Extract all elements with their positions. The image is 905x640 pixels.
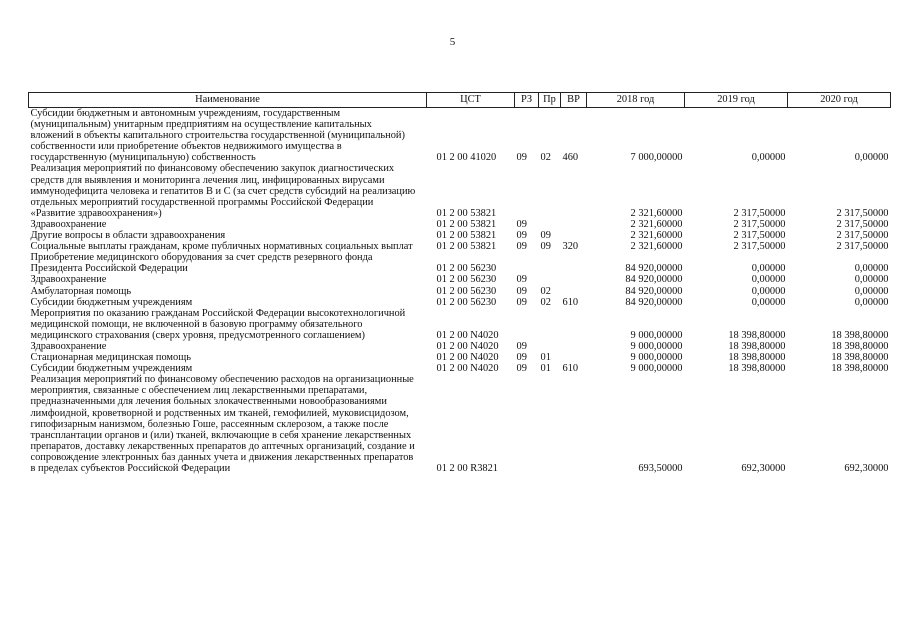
header-name: Наименование <box>29 93 427 108</box>
row-value-2018: 2 321,60000 <box>630 241 683 253</box>
row-rz <box>515 252 539 274</box>
table-row <box>29 252 891 274</box>
row-value-2019: 2 317,50000 <box>733 230 786 242</box>
row-cst: 01 2 00 56230 <box>436 296 497 308</box>
row-value-2018: 7 000,00000 <box>630 152 683 164</box>
row-vr <box>561 230 587 241</box>
table-body <box>29 108 891 475</box>
table-row <box>29 219 891 230</box>
row-name: Амбулаторная помощь <box>30 285 132 297</box>
row-value-2020: 2 317,50000 <box>836 230 889 242</box>
row-name: Социальные выплаты гражданам, кроме публичных нормативных социальных выплат <box>30 241 413 253</box>
row-value-2020: 692,30000 <box>844 463 889 474</box>
row-name: Приобретение медицинского оборудования за счет средств резервного фонда Президента Российской Федерации <box>30 252 373 275</box>
row-pr <box>539 219 561 230</box>
table-row <box>29 363 891 374</box>
row-value-2019: 2 317,50000 <box>733 218 786 230</box>
row-value-2019: 18 398,80000 <box>728 363 786 375</box>
row-pr: 02 <box>540 152 551 164</box>
header-2020: 2020 год <box>788 93 891 108</box>
row-cst: 01 2 00 N4020 <box>436 352 499 364</box>
row-name: Здравоохранение <box>30 218 107 230</box>
row-cst: 01 2 00 53821 <box>436 207 497 219</box>
row-vr <box>561 219 587 230</box>
row-value-2019: 0,00000 <box>751 274 786 286</box>
row-rz: 09 <box>516 340 527 352</box>
row-pr <box>539 374 561 474</box>
row-value-2018: 2 321,60000 <box>630 230 683 242</box>
row-name: Другие вопросы в области здравоохранения <box>30 230 226 242</box>
row-pr: 01 <box>540 352 551 364</box>
row-value-2018: 84 920,00000 <box>625 274 683 286</box>
row-value-2020: 18 398,80000 <box>831 352 889 364</box>
row-vr: 610 <box>562 296 579 308</box>
row-pr <box>539 252 561 274</box>
header-pr: Пр <box>539 93 561 108</box>
row-value-2019: 0,00000 <box>751 285 786 297</box>
row-rz: 09 <box>516 241 527 253</box>
header-vr: ВР <box>561 93 587 108</box>
row-vr: 320 <box>562 241 579 253</box>
row-value-2018: 9 000,00000 <box>630 352 683 364</box>
row-value-2019: 0,00000 <box>751 296 786 308</box>
row-pr: 09 <box>540 230 551 242</box>
row-value-2019: 0,00000 <box>751 152 786 164</box>
table-row <box>29 286 891 297</box>
row-pr <box>539 308 561 341</box>
row-value-2018: 693,50000 <box>638 463 683 474</box>
row-value-2020: 0,00000 <box>854 274 889 286</box>
table-row <box>29 241 891 252</box>
row-vr <box>561 374 587 474</box>
row-vr: 610 <box>562 363 579 375</box>
row-name: Стационарная медицинская помощь <box>30 352 191 364</box>
row-pr: 02 <box>540 285 551 297</box>
row-name: Мероприятия по оказанию гражданам Российской Федерации высокотехнологичной медицинской помощи, не включенной в базовую программу обязательного медицинского страхования (сверх уровня, предусмотренного соглашением) <box>30 307 406 341</box>
row-pr <box>539 341 561 352</box>
row-value-2020: 0,00000 <box>854 152 889 164</box>
row-pr: 02 <box>540 296 551 308</box>
row-value-2018: 2 321,60000 <box>630 207 683 219</box>
header-2019: 2019 год <box>685 93 788 108</box>
row-rz: 09 <box>516 363 527 375</box>
table-header-row <box>29 93 891 108</box>
row-name: Здравоохранение <box>30 274 107 286</box>
row-value-2020: 0,00000 <box>854 263 889 275</box>
row-pr: 01 <box>540 363 551 375</box>
row-value-2018: 2 321,60000 <box>630 218 683 230</box>
table-row <box>29 108 891 164</box>
row-cst: 01 2 00 N4020 <box>436 363 499 375</box>
header-rz: РЗ <box>515 93 539 108</box>
row-value-2018: 9 000,00000 <box>630 329 683 341</box>
header-cst: ЦСТ <box>427 93 515 108</box>
row-value-2019: 18 398,80000 <box>728 340 786 352</box>
row-value-2018: 84 920,00000 <box>625 285 683 297</box>
row-cst: 01 2 00 53821 <box>436 218 497 230</box>
row-value-2020: 2 317,50000 <box>836 218 889 230</box>
row-value-2020: 2 317,50000 <box>836 241 889 253</box>
row-rz: 09 <box>516 274 527 286</box>
row-rz: 09 <box>516 296 527 308</box>
row-rz <box>515 308 539 341</box>
row-vr <box>561 308 587 341</box>
row-cst: 01 2 00 56230 <box>436 263 497 275</box>
row-cst: 01 2 00 N4020 <box>436 329 499 341</box>
row-vr: 460 <box>562 152 579 164</box>
row-rz: 09 <box>516 230 527 242</box>
header-2018: 2018 год <box>587 93 685 108</box>
row-value-2020: 0,00000 <box>854 285 889 297</box>
table-row <box>29 308 891 341</box>
row-value-2019: 2 317,50000 <box>733 207 786 219</box>
row-value-2020: 0,00000 <box>854 296 889 308</box>
row-vr <box>561 274 587 285</box>
row-pr <box>539 163 561 218</box>
row-value-2019: 18 398,80000 <box>728 329 786 341</box>
row-vr <box>561 286 587 297</box>
row-cst: 01 2 00 N4020 <box>436 340 499 352</box>
table-row <box>29 163 891 218</box>
row-name: Реализация мероприятий по финансовому обеспечению расходов на организационные мероприятия, связанные с обеспечением лиц лекарственными препаратами, предназначенными для лечения больных злокачественными новообразованиями лимфоидной, кроветворной и родственных им тканей, гемофилией, муковисцидозом, гипофизарным нанизмом, болезнью Гоше, рассеянным склерозом, а также после трансплантации органов и (или) тканей, включающие в себя хранение лекарственных препаратов, доставку лекарственных препаратов до аптечных организаций, создание и сопровождение электронных баз данных учета и движения лекарственных препаратов в пределах субъектов Российской Федерации <box>30 374 415 474</box>
row-value-2018: 84 920,00000 <box>625 296 683 308</box>
row-value-2020: 18 398,80000 <box>831 363 889 375</box>
row-cst: 01 2 00 56230 <box>436 274 497 286</box>
row-rz <box>515 374 539 474</box>
row-value-2018: 9 000,00000 <box>630 363 683 375</box>
row-value-2019: 0,00000 <box>751 263 786 275</box>
row-value-2018: 9 000,00000 <box>630 340 683 352</box>
row-name: Субсидии бюджетным и автономным учреждениям, государственным (муниципальным) унитарным предприятиям на осуществление капитальных вложений в объекты капитального строительства государственной (муниципальной) собственности или приобретение объектов недвижимого имущества в государственную (муниципальную) собственность <box>30 108 405 164</box>
row-value-2020: 18 398,80000 <box>831 329 889 341</box>
row-vr <box>561 341 587 352</box>
row-rz: 09 <box>516 152 527 164</box>
row-rz: 09 <box>516 285 527 297</box>
row-value-2019: 692,30000 <box>741 463 786 474</box>
row-vr <box>561 252 587 274</box>
row-value-2019: 2 317,50000 <box>733 241 786 253</box>
row-rz: 09 <box>516 352 527 364</box>
row-cst: 01 2 00 53821 <box>436 241 497 253</box>
row-cst: 01 2 00 R3821 <box>436 463 498 474</box>
row-cst: 01 2 00 41020 <box>436 152 497 164</box>
table-row <box>29 341 891 352</box>
row-value-2018: 84 920,00000 <box>625 263 683 275</box>
page-number: 5 <box>449 36 456 48</box>
row-value-2019: 18 398,80000 <box>728 352 786 364</box>
row-rz <box>515 163 539 218</box>
table-row <box>29 352 891 363</box>
row-cst: 01 2 00 53821 <box>436 230 497 242</box>
row-rz: 09 <box>516 218 527 230</box>
row-vr <box>561 163 587 218</box>
row-vr <box>561 352 587 363</box>
row-name: Здравоохранение <box>30 340 107 352</box>
row-value-2020: 18 398,80000 <box>831 340 889 352</box>
table-row <box>29 374 891 474</box>
table-row <box>29 230 891 241</box>
row-name: Реализация мероприятий по финансовому обеспечению закупок диагностических средств для выявления и мониторинга лечения лиц, инфицированных вирусами иммунодефицита человека и гепатитов B и C (за счет средств субсидий на реализацию отдельных мероприятий государственной программы Российской Федерации «Развитие здравоохранения») <box>30 163 416 219</box>
table-row <box>29 274 891 285</box>
row-cst: 01 2 00 56230 <box>436 285 497 297</box>
table-row <box>29 297 891 308</box>
row-name: Субсидии бюджетным учреждениям <box>30 296 193 308</box>
budget-table <box>28 92 891 474</box>
row-name: Субсидии бюджетным учреждениям <box>30 363 193 375</box>
row-pr: 09 <box>540 241 551 253</box>
row-pr <box>539 274 561 285</box>
row-value-2020: 2 317,50000 <box>836 207 889 219</box>
